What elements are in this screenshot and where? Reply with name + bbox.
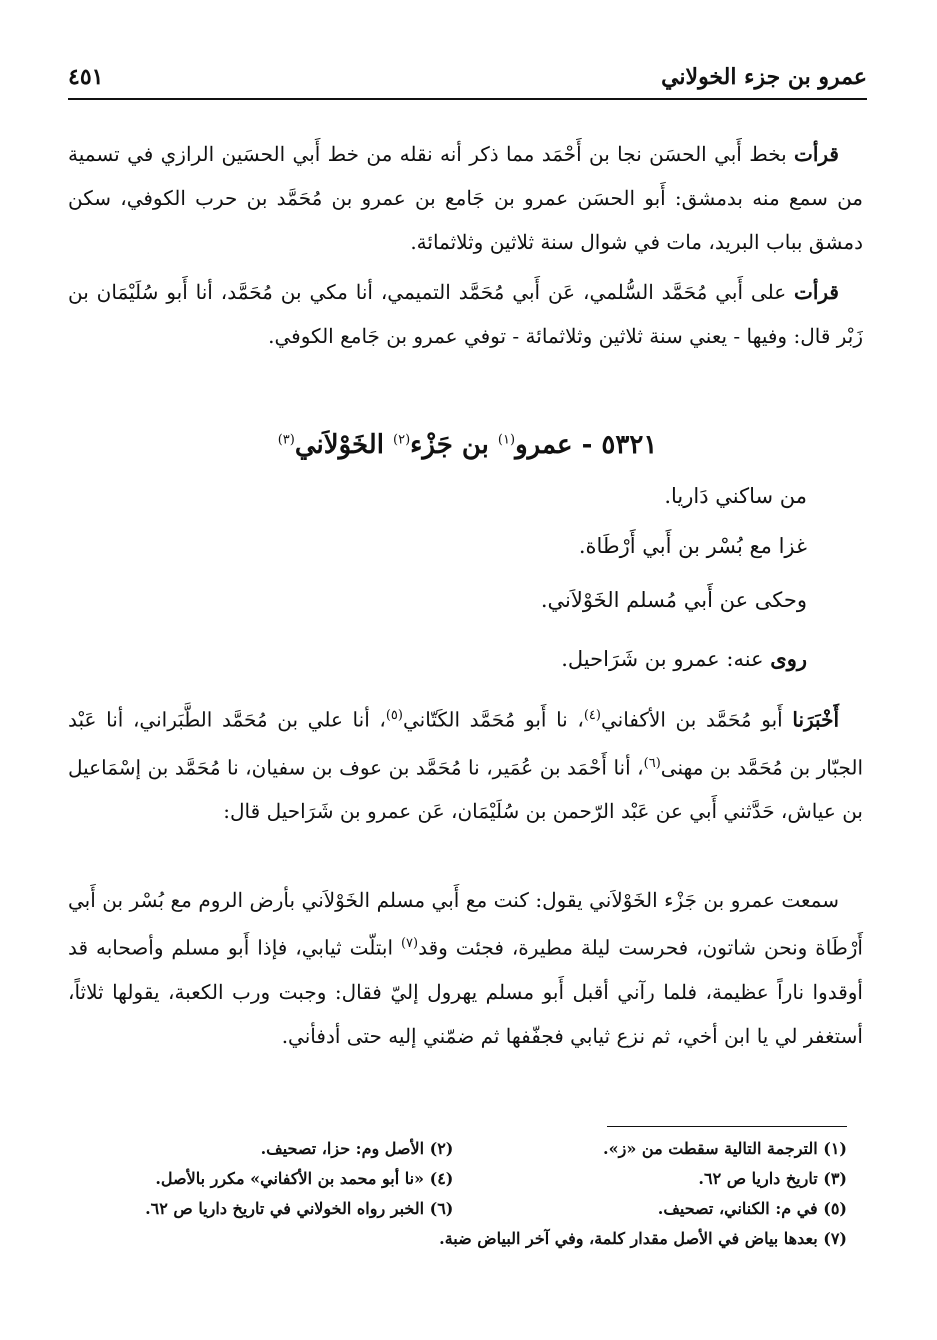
entry-separator: - <box>572 430 602 460</box>
bio-line-campaign: غزا مع بُسْر بن أَبي أَرْطَاة. <box>578 534 807 558</box>
entry-name-part1: عمرو <box>515 430 573 460</box>
bio-line-narration: وحكى عن أَبي مُسلم الخَوْلاَني. <box>540 588 807 612</box>
footnote-row <box>90 1164 847 1194</box>
footnote-row <box>90 1224 847 1254</box>
bio-line-transmitters-text: عنه: عمرو بن شَرَاحيل. <box>561 647 771 671</box>
footnote-ref-1[interactable]: (١) <box>497 432 516 448</box>
footnote-6: (٦) الخبر رواه الخولاني في تاريخ داريا ص ٦٢. <box>145 1199 454 1218</box>
bio-line-transmitters-lead: روى <box>770 646 807 671</box>
paragraph-1-text: بخط أَبي الحسَن نجا بن أَحْمَد مما ذكر أنه نقله من خط أَبي الحسَين الرازي في تسمية من سمع منه بدمشق: أَبو الحسَن عمرو بن جَامع بن عمرو بن مُحَمَّد بن حرب الكوفي، سكن دمشق بباب البريد، مات في شوال سنة ثلاثين وثلاثمائة. <box>68 142 863 254</box>
isnad-lead: أَخْبَرَنا <box>792 707 840 732</box>
header-rule <box>68 98 867 100</box>
footnote-ref-4[interactable]: (٤) <box>583 708 601 723</box>
running-title: عمرو بن جزء الخولاني <box>661 64 867 90</box>
entry-name-part2: بن جَزْء <box>410 430 498 460</box>
footnote-row <box>90 1134 847 1164</box>
paragraph-2-lead: قرأت <box>794 280 839 304</box>
footnote-4: (٤) «نا أبو محمد بن الأكفاني» مكرر بالأصل. <box>155 1169 454 1188</box>
footnote-rule <box>607 1126 847 1127</box>
page-header <box>68 62 867 98</box>
footnotes <box>90 1134 847 1254</box>
entry-number: ٥٣٢١ <box>601 430 658 460</box>
footnote-5: (٥) في م: الكناني، تصحيف. <box>657 1199 847 1218</box>
paragraph-1 <box>68 132 863 264</box>
isnad-text-3: ، أنا علي بن مُحَمَّد الطَّبَراني، أنا عَبْد الجبّار بن مُحَمَّد بن مهنى <box>68 707 863 780</box>
footnote-ref-7[interactable]: (٧) <box>400 936 419 951</box>
footnote-ref-5[interactable]: (٥) <box>385 708 403 723</box>
footnote-3: (٣) تاريخ داريا ص ٦٢. <box>698 1169 847 1188</box>
footnote-7: (٧) بعدها بياض في الأصل مقدار كلمة، وفي آخر البياض ضبة. <box>439 1229 847 1248</box>
footnote-1: (١) الترجمة التالية سقطت من «ز». <box>603 1139 847 1158</box>
isnad-text-1: أَبو مُحَمَّد بن الأكفاني <box>600 707 793 732</box>
isnad-text-2: ، نا أَبو مُحَمَّد الكَتّاني <box>402 707 584 732</box>
paragraph-2 <box>68 270 863 358</box>
paragraph-1-lead: قرأت <box>794 142 839 166</box>
paragraph-2-text: على أَبي مُحَمَّد السُّلمي، عَن أَبي مُحَمَّد التميمي، أنا مكي بن مُحَمَّد، أنا أَبو سُلَيْمَان بن زَبْر قال: وفيها - يعني سنة ثلاثين وثلاثمائة - توفي عمرو بن جَامع الكوفي. <box>68 280 863 348</box>
footnote-ref-3[interactable]: (٣) <box>277 432 295 448</box>
bio-line-transmitters <box>561 646 807 671</box>
entry-name-part3: الخَوْلاَني <box>294 430 393 460</box>
footnote-ref-6[interactable]: (٦) <box>643 755 661 771</box>
story-text-1: سمعت عمرو بن جَزْء الخَوْلاَني يقول: كنت مع أَبي مسلم الخَوْلاَني بأرض الروم مع بُسْر بن أَبي أَرْطَاة ونحن شاتون، فحرست ليلة مطيرة، فجئت وقد <box>68 888 863 960</box>
story-paragraph <box>68 878 863 1058</box>
footnote-row <box>90 1194 847 1224</box>
entry-heading <box>68 430 867 460</box>
isnad-text-4: ، أنا أَحْمَد بن عُمَير، نا مُحَمَّد بن عوف بن سفيان، نا مُحَمَّد بن إسْمَاعيل بن عياش، حَدَّثني أَبي عن عَبْد الرّحمن بن سُلَيْمَان، عَن عمرو بن شَرَاحيل قال: <box>68 755 863 824</box>
footnote-ref-2[interactable]: (٢) <box>393 432 411 448</box>
page-number: ٤٥١ <box>68 64 104 90</box>
bio-line-residence: من ساكني دَاريا. <box>664 484 807 508</box>
isnad-paragraph <box>68 694 863 833</box>
footnote-2: (٢) الأصل وم: حزا، تصحيف. <box>260 1139 454 1158</box>
story-text-2: ابتلّت ثيابي، فإذا أَبو مسلم وأصحابه قد أوقدوا ناراً عظيمة، فلما رآني أقبل أَبو مسلم يهرول إليّ فقال: وجبت ورب الكعبة، يقولها ثلاثاً، أستغفر لي يا ابن أخي، ثم نزع ثيابي فجفّفها ثم ضمّني إليه حتى أدفأني. <box>68 935 863 1048</box>
